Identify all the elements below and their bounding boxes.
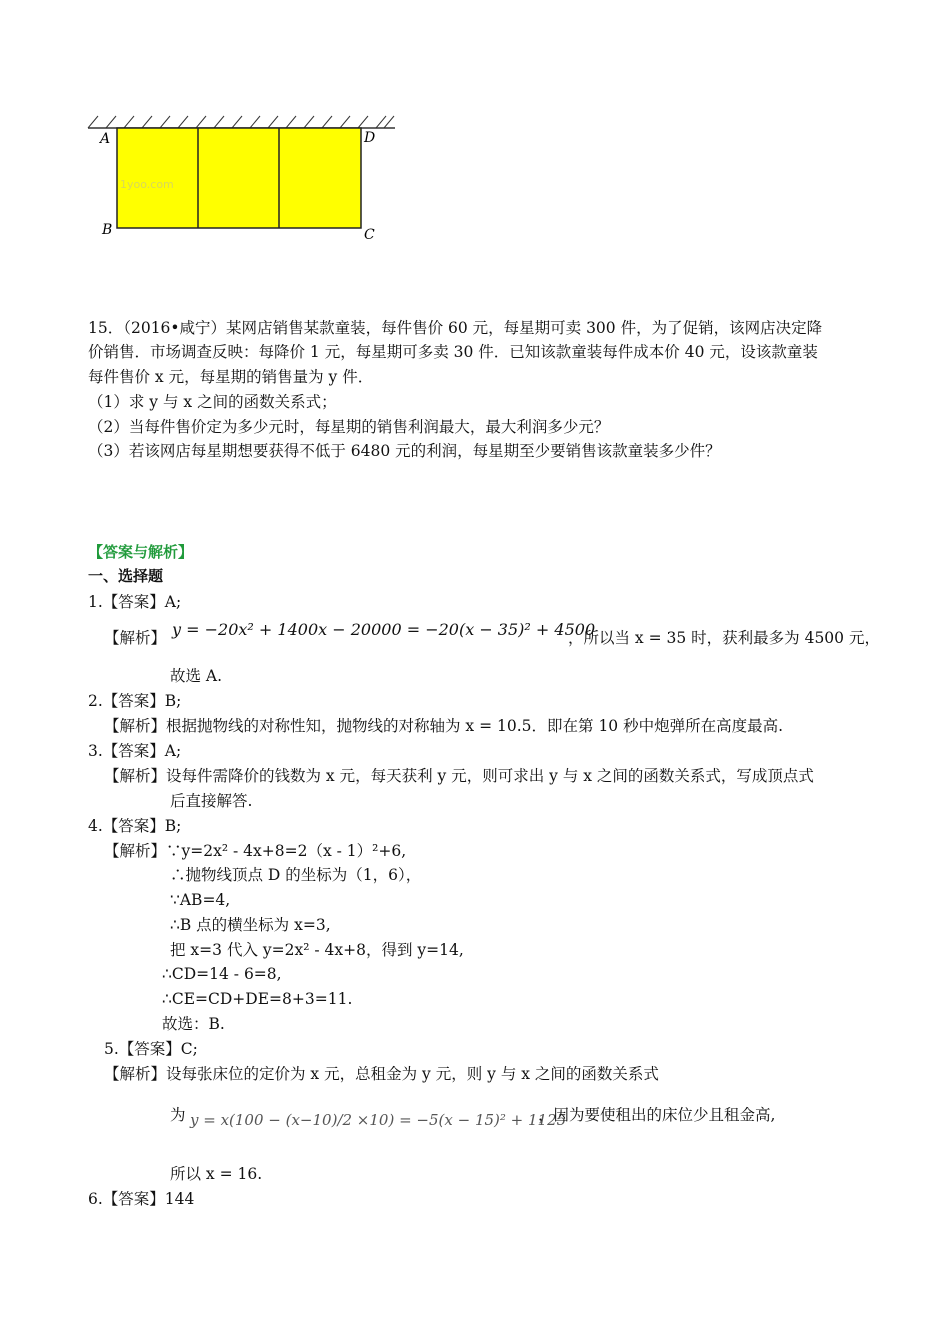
question-1: （1）求 y 与 x 之间的函数关系式； [88,393,337,411]
label-a: A [100,131,111,147]
answer-5-wei: 为 [170,1106,186,1124]
problem-line-2: 价销售．市场调查反映：每降价 1 元，每星期可多卖 30 件．已知该款童装每件成本价 40 元，设该款童装 [88,343,818,361]
answer-3: 3.【答案】A; [88,742,182,760]
answer-1-label: 【解析】 [104,629,167,647]
answer-4: 4.【答案】B; [88,817,182,835]
answer-5-tail: ，因为要使租出的床位少且租金高, [538,1106,776,1124]
watermark: 1yoo.com [120,178,174,191]
answer-4-step-1: 【解析】∵y=2x² - 4x+8=2（x - 1）²+6, [104,842,407,860]
answer-2: 2.【答案】B; [88,692,182,710]
answer-4-end: 故选：B. [162,1015,225,1033]
answer-4-step-2: ∴抛物线顶点 D 的坐标为（1，6）， [170,866,422,884]
answer-4-step-6: ∴CD=14 - 6=8, [162,965,282,983]
answer-2-explanation: 【解析】根据抛物线的对称性知，抛物线的对称轴为 x = 10.5．即在第 10 秒中炮弹所在高度最高. [104,717,784,735]
answer-3-explanation-1: 【解析】设每件需降价的钱数为 x 元，每天获利 y 元，则可求出 y 与 x 之间的函数关系式，写成顶点式 [104,767,814,785]
answer-4-step-4: ∴B 点的横坐标为 x=3, [170,916,331,934]
answer-3-explanation-2: 后直接解答. [170,792,253,810]
question-2: （2）当每件售价定为多少元时，每星期的销售利润最大，最大利润多少元？ [88,418,610,436]
answer-4-step-3: ∵AB=4, [170,891,231,909]
answer-5-formula: y = x(100 − (x−10)/2 ×10) = −5(x − 15)² + 1125 [190,1111,567,1129]
answers-heading: 【答案与解析】 [88,543,194,561]
problem-line-1: 15．（2016•咸宁）某网店销售某款童装，每件售价 60 元，每星期可卖 300 件，为了促销，该网店决定降 [88,319,823,337]
answer-5: 5.【答案】C; [104,1040,198,1058]
answer-1: 1.【答案】A; [88,593,182,611]
answer-5-end: 所以 x = 16. [170,1165,263,1183]
section-title: 一、选择题 [88,567,164,585]
answer-5-explanation: 【解析】设每张床位的定价为 x 元，总租金为 y 元，则 y 与 x 之间的函数关系式 [104,1065,659,1083]
answer-4-step-7: ∴CE=CD+DE=8+3=11. [162,990,353,1008]
answer-1-formula: y = −20x² + 1400x − 20000 = −20(x − 35)² + 4500 [172,620,596,639]
answer-6: 6.【答案】144 [88,1190,195,1208]
label-d: D [364,130,376,146]
label-c: C [364,227,375,243]
answer-1-tail: ，所以当 x = 35 时，获利最多为 4500 元， [568,629,880,647]
problem-line-3: 每件售价 x 元，每星期的销售量为 y 件． [88,368,374,386]
question-3: （3）若该网店每星期想要获得不低于 6480 元的利润，每星期至少要销售该款童装多少件？ [88,442,721,460]
answer-1-end: 故选 A. [170,667,223,685]
rectangle-figure [80,108,410,248]
label-b: B [102,222,113,238]
answer-4-step-5: 把 x=3 代入 y=2x² - 4x+8，得到 y=14, [170,941,464,959]
